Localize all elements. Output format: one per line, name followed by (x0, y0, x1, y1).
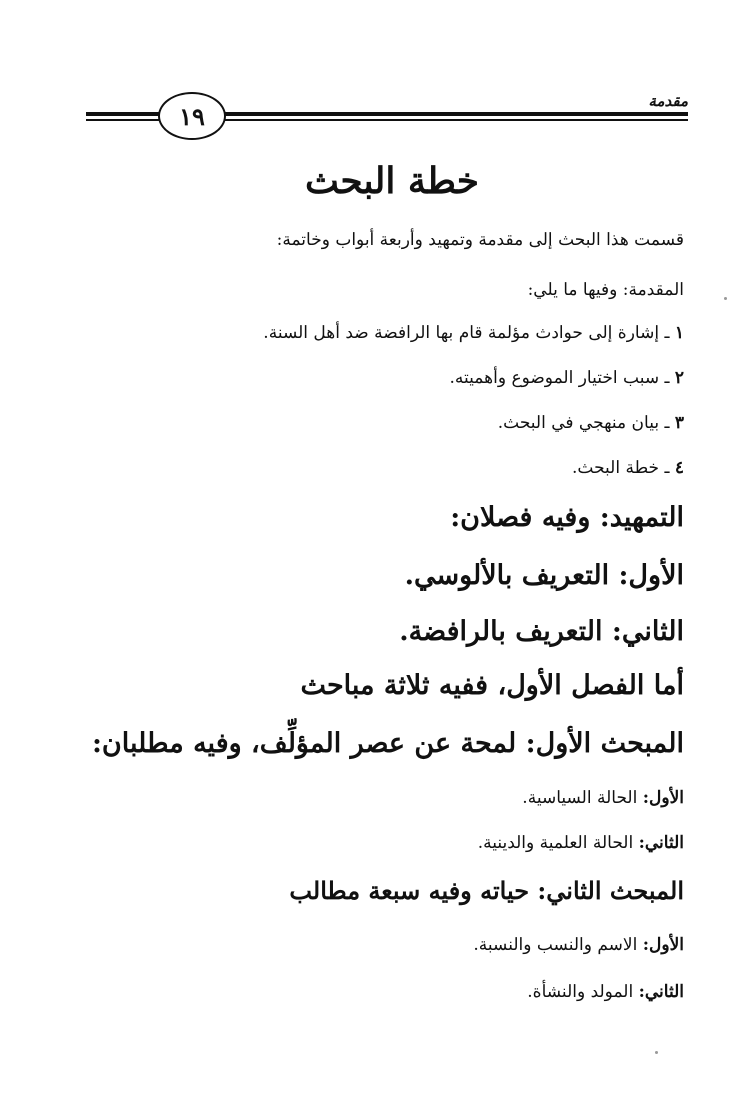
intro-text: قسمت هذا البحث إلى مقدمة وتمهيد وأربعة أبواب وخاتمة: (276, 230, 684, 250)
mabhath2-item (56, 935, 684, 955)
page-number: ١٩ (179, 101, 205, 131)
mabhath2-item (56, 982, 684, 1002)
item-text: ـ بيان منهجي في البحث. (497, 413, 675, 433)
mabhath1-heading: المبحث الأول: لمحة عن عصر المؤلِّف، وفيه مطلبان: (91, 728, 684, 759)
muqaddima-item (56, 413, 684, 433)
muqaddima-item (56, 368, 684, 388)
item-text: ـ إشارة إلى حوادث مؤلمة قام بها الرافضة ضد أهل السنة. (263, 323, 675, 343)
page-title: خطة البحث (304, 160, 480, 202)
tamhid-heading: التمهيد: وفيه فصلان: (450, 502, 684, 533)
page-number-badge (158, 92, 226, 140)
item-text: ـ سبب اختيار الموضوع وأهميته. (449, 368, 675, 388)
item-text: الحالة السياسية. (522, 788, 643, 808)
muqaddima-item (56, 458, 684, 478)
item-number: ٢ (674, 368, 684, 388)
mabhath2-heading: المبحث الثاني: حياته وفيه سبعة مطالب (289, 876, 684, 905)
item-label: الأول: (642, 935, 684, 955)
item-label: الثاني: (638, 833, 684, 853)
running-title: مقدمة (648, 92, 688, 110)
item-label: الأول: (642, 788, 684, 808)
tamhid-second: الثاني: التعريف بالرافضة. (399, 616, 684, 647)
item-text: ـ خطة البحث. (571, 458, 675, 478)
scan-speck (724, 297, 727, 300)
mabhath1-item (56, 788, 684, 808)
item-label: الثاني: (638, 982, 684, 1002)
mabhath1-item (56, 833, 684, 853)
muqaddima-heading: المقدمة: وفيها ما يلي: (527, 280, 684, 300)
tamhid-first: الأول: التعريف بالألوسي. (404, 560, 684, 591)
item-text: الحالة العلمية والدينية. (477, 833, 639, 853)
item-number: ١ (674, 323, 684, 343)
scan-speck (655, 1051, 658, 1054)
item-number: ٣ (674, 413, 684, 433)
chapter1-heading: أما الفصل الأول، ففيه ثلاثة مباحث (300, 670, 684, 701)
item-number: ٤ (674, 458, 684, 478)
item-text: الاسم والنسب والنسبة. (473, 935, 643, 955)
muqaddima-item (56, 323, 684, 343)
item-text: المولد والنشأة. (527, 982, 639, 1002)
